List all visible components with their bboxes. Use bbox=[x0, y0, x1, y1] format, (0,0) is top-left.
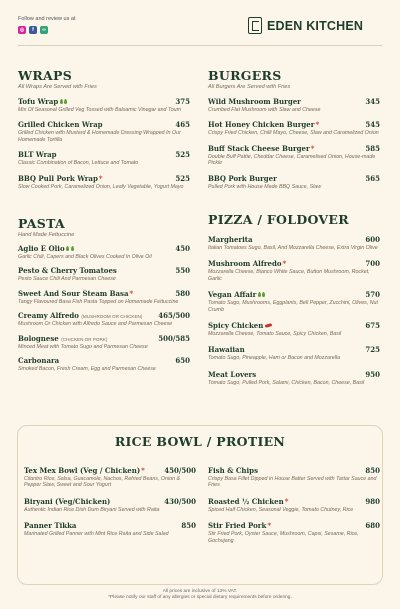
menu-item-title: Panner Tikka bbox=[24, 521, 77, 531]
menu-item-name bbox=[18, 150, 57, 159]
section-title: WRAPS bbox=[18, 68, 73, 83]
wraps-list bbox=[18, 97, 190, 190]
menu-item-title: Tofu Wrap bbox=[18, 97, 59, 106]
menu-item-description: Crumbed Flat Mushroom with Slaw and Cheese bbox=[208, 107, 321, 113]
menu-item-price: 375 bbox=[175, 97, 190, 106]
menu-item bbox=[208, 290, 380, 313]
veg-leaf-icon bbox=[66, 246, 69, 251]
section-title: PIZZA / FOLDOVER bbox=[208, 212, 349, 227]
menu-item-name bbox=[208, 290, 265, 299]
menu-item-row bbox=[18, 150, 190, 159]
menu-item-name bbox=[24, 497, 110, 506]
menu-item-description: Mix Of Seasonal Grilled Veg Tossed with Balsamic Vinegar and Toum bbox=[18, 107, 182, 113]
menu-item-row bbox=[208, 174, 380, 183]
menu-item-description: Classic Combination of Bacon, Lettuce and Tomato bbox=[18, 160, 139, 167]
menu-item bbox=[208, 321, 380, 337]
wraps-section bbox=[18, 68, 190, 190]
section-subtitle: Hand Made Fettuccine bbox=[18, 232, 75, 238]
menu-item-price: 570 bbox=[365, 290, 380, 300]
menu-item-description: Stir Fried Pork, Oyster Sauce, Mushroom, Capsi, Sesame, Rice, Gochujang bbox=[208, 531, 359, 544]
menu-item-description: Double Buff Pattie, Cheddar Cheese, Caramelised Onion, House-made Pickle bbox=[208, 153, 376, 167]
menu-item-name bbox=[208, 370, 256, 379]
menu-item-description: Tomato Sugo, Pulled Pork, Salami, Chicken, Bacon, Cheese, Basil bbox=[208, 379, 365, 386]
vat-note: All prices are inclusive of 13% VAT. bbox=[162, 589, 238, 594]
menu-item-row bbox=[18, 289, 190, 298]
header-divider bbox=[18, 45, 382, 46]
menu-item-row bbox=[208, 120, 380, 129]
menu-item bbox=[18, 289, 190, 305]
pizza-list bbox=[208, 235, 380, 386]
menu-item-description: Mozzarella Cheese, Bianco White Sauce, Button Mushroom, Rocket, Garlic bbox=[208, 269, 370, 282]
menu-item-description: Mushroom Or Chicken with Alfredo Sauce and Parmesan Cheese bbox=[18, 321, 173, 328]
menu-item-title: BLT Wrap bbox=[18, 150, 57, 160]
menu-item-price: 500/585 bbox=[158, 333, 190, 343]
menu-item-note: (MUSHROOM OR CHICKEN) bbox=[81, 314, 143, 320]
menu-item-row bbox=[18, 311, 190, 320]
menu-item-price: 465/500 bbox=[158, 311, 190, 321]
section-subtitle: All Burgers Are Served with Fries bbox=[208, 84, 291, 90]
menu-item bbox=[18, 334, 190, 350]
menu-item-description: Cilantro Rice, Salsa, Guacamole, Nachos, Refried Beans, Onion & Pepper Slaw, Sweet and Sour Yogurt bbox=[24, 476, 181, 489]
menu-item-row bbox=[18, 97, 190, 106]
menu-item-row bbox=[208, 521, 380, 530]
menu-item bbox=[208, 521, 380, 544]
menu-item-price: 650 bbox=[175, 356, 190, 366]
menu-item-price: 585 bbox=[365, 143, 380, 153]
menu-item-title: Stir Fried Pork bbox=[208, 521, 267, 531]
menu-item-name bbox=[208, 120, 319, 129]
menu-item-price: 525 bbox=[175, 173, 190, 183]
spicy-asterisk-icon: * bbox=[284, 496, 289, 506]
menu-item-title: Hot Honey Chicken Burger bbox=[208, 120, 315, 130]
spicy-asterisk-icon: * bbox=[267, 521, 272, 531]
section-title: PASTA bbox=[18, 216, 66, 231]
menu-item-row bbox=[208, 370, 380, 379]
menu-item-name bbox=[18, 266, 117, 275]
menu-item-description: Crispy Basa Fillet Dipped in House Batter Served with Tartar Sauce and Fries bbox=[208, 476, 377, 489]
tripadvisor-icon[interactable]: ∞ bbox=[40, 26, 48, 34]
menu-item-row bbox=[24, 466, 196, 475]
menu-item-title: Margherita bbox=[208, 235, 253, 244]
follow-text: Follow and review us at bbox=[18, 16, 76, 22]
menu-item-row bbox=[208, 290, 380, 299]
brand-logo bbox=[248, 17, 363, 34]
menu-item bbox=[208, 345, 380, 361]
menu-item-price: 675 bbox=[365, 321, 380, 331]
menu-item-row bbox=[18, 120, 190, 129]
menu-item-title: Sweet And Sour Steam Basa bbox=[18, 288, 129, 298]
menu-item-price: 725 bbox=[365, 345, 380, 355]
menu-item-price: 680 bbox=[365, 521, 380, 531]
menu-item bbox=[18, 244, 190, 260]
menu-item-description: Grilled Chicken with Mustard & Homemade Dressing Wrapped In Our Homemade Tortilla bbox=[18, 130, 181, 143]
burgers-section bbox=[208, 68, 380, 190]
menu-item-description: Minced Meat with Tomato Sugo and Parmesan Cheese bbox=[18, 343, 148, 350]
menu-item-price: 850 bbox=[181, 521, 196, 531]
menu-item-row bbox=[24, 521, 196, 530]
menu-item bbox=[208, 235, 380, 251]
menu-item-title: Spicy Chicken bbox=[208, 321, 264, 331]
menu-item-title: BBQ Pull Pork Wrap bbox=[18, 173, 98, 183]
burgers-list bbox=[208, 97, 380, 190]
spicy-asterisk-icon: * bbox=[129, 288, 134, 298]
logo-mark-icon bbox=[248, 17, 262, 34]
menu-item bbox=[208, 497, 380, 513]
menu-item bbox=[208, 259, 380, 282]
veg-leaf-icon bbox=[64, 99, 67, 104]
rice-right-list bbox=[208, 466, 380, 544]
menu-item-name bbox=[208, 259, 286, 268]
menu-item bbox=[24, 466, 196, 489]
menu-item-name bbox=[18, 334, 107, 343]
menu-item-row bbox=[208, 497, 380, 506]
menu-item bbox=[208, 120, 380, 136]
menu-item-title: Hawaiian bbox=[208, 345, 245, 355]
menu-item-price: 550 bbox=[175, 266, 190, 276]
menu-item-price: 980 bbox=[365, 496, 380, 506]
spicy-asterisk-icon: * bbox=[315, 120, 320, 130]
menu-item bbox=[208, 466, 380, 489]
menu-item-title: Buff Stack Cheese Burger bbox=[208, 143, 310, 153]
veg-leaf-icon bbox=[60, 99, 63, 104]
menu-item-row bbox=[208, 259, 380, 268]
menu-item-row bbox=[24, 497, 196, 506]
menu-item-title: Aglio E Olio bbox=[18, 244, 65, 253]
pizza-section bbox=[208, 212, 380, 386]
menu-item-description: Italian Tomatoes Sugo, Basil, And Mozzarella Cheese, Extra Virgin Olive bbox=[208, 245, 378, 251]
rice-left-column bbox=[24, 458, 196, 538]
menu-item-description: Pesto Sauce Chili And Parmesan Cheese bbox=[18, 276, 116, 283]
rice-section-title: RICE BOWL / PROTIEN bbox=[114, 434, 286, 449]
menu-item-title: Meat Lovers bbox=[208, 369, 257, 379]
menu-item-row bbox=[208, 97, 380, 106]
menu-item-price: 565 bbox=[365, 173, 380, 183]
menu-item-name bbox=[208, 497, 288, 506]
spicy-asterisk-icon: * bbox=[282, 259, 287, 269]
menu-item-row bbox=[18, 244, 190, 253]
menu-item-title: Fish & Chips bbox=[208, 466, 259, 475]
menu-item bbox=[208, 97, 380, 113]
menu-item-description: Slow Cooked Pork, Caramelized Onion, Leafy Vegetable, Yogurt Mayo bbox=[18, 183, 184, 190]
menu-item bbox=[208, 370, 380, 386]
menu-item-name bbox=[18, 356, 59, 365]
menu-item-title: Vegan Affair bbox=[208, 290, 257, 300]
menu-item-price: 450/500 bbox=[164, 466, 196, 475]
menu-item-title: Biryani (Veg/Chicken) bbox=[24, 496, 111, 506]
spicy-asterisk-icon: * bbox=[310, 143, 315, 153]
menu-item-name bbox=[18, 289, 133, 298]
menu-item-description: Crispy Fried Chicken, Chilli Mayo, Cheese, Slaw and Caramelized Onion bbox=[208, 130, 379, 137]
brand-name: EDEN KITCHEN bbox=[267, 18, 364, 33]
section-title: BURGERS bbox=[208, 68, 282, 83]
rice-right-column bbox=[208, 458, 380, 544]
menu-item-title: Pesto & Cherry Tomatoes bbox=[18, 266, 117, 276]
veg-leaf-icon bbox=[71, 246, 74, 251]
menu-item-price: 545 bbox=[365, 120, 380, 130]
menu-item-name bbox=[18, 311, 142, 320]
menu-item-title: Grilled Chicken Wrap bbox=[18, 120, 103, 130]
menu-item-name bbox=[24, 466, 145, 475]
menu-item bbox=[24, 521, 196, 537]
instagram-icon[interactable]: ◎ bbox=[19, 27, 25, 33]
pasta-list bbox=[18, 244, 190, 372]
menu-item-description: Tangy Flavoured Basa Fish Pasta Topped on Homemade Fettuccine bbox=[18, 298, 179, 305]
menu-item-name bbox=[24, 521, 76, 530]
menu-item-price: 950 bbox=[365, 369, 380, 379]
section-subtitle: All Wraps Are Served with Fries bbox=[18, 84, 97, 90]
menu-item-description: Mozzarella Cheese, Tomato Sauce, Spicy Chicken, Basil bbox=[208, 331, 342, 338]
menu-item-name bbox=[208, 97, 301, 106]
menu-item-row bbox=[18, 334, 190, 343]
menu-item-name bbox=[208, 321, 272, 330]
menu-item-name bbox=[208, 521, 271, 530]
menu-item-row bbox=[208, 144, 380, 153]
menu-item-title: Mushroom Alfredo bbox=[208, 259, 282, 269]
facebook-icon[interactable]: f bbox=[29, 26, 37, 34]
menu-item-description: Garlic Chili, Capers and Black Olives Cooked In Olive Oil bbox=[18, 254, 152, 260]
menu-item bbox=[18, 174, 190, 190]
menu-item-description: Tomato Sugo, Mushrooms, Eggplants, Bell Pepper, Zucchini, Olives, Nut Crumb bbox=[208, 300, 378, 313]
menu-item-description: Pulled Pork with House Made BBQ Sauce, Slaw bbox=[208, 183, 322, 190]
menu-item-row bbox=[208, 466, 380, 475]
menu-item-price: 430/500 bbox=[164, 496, 196, 506]
menu-item bbox=[24, 497, 196, 513]
menu-item bbox=[18, 356, 190, 372]
menu-item-name bbox=[208, 466, 258, 475]
menu-item-name bbox=[208, 174, 277, 183]
menu-item-name bbox=[208, 345, 245, 354]
rice-left-list bbox=[24, 466, 196, 538]
menu-item-price: 525 bbox=[175, 150, 190, 160]
menu-item-title: BBQ Pork Burger bbox=[208, 173, 277, 183]
menu-item bbox=[18, 266, 190, 282]
menu-item-name bbox=[18, 97, 67, 106]
menu-item-row bbox=[18, 266, 190, 275]
menu-item-title: Creamy Alfredo bbox=[18, 311, 79, 321]
menu-item-price: 465 bbox=[175, 120, 190, 130]
menu-item-name bbox=[18, 244, 74, 253]
menu-item-price: 450 bbox=[175, 244, 190, 253]
menu-item-row bbox=[208, 235, 380, 244]
menu-item-price: 700 bbox=[365, 259, 380, 269]
menu-item-description: Smoked Bacon, Fresh Cream, Egg and Parmesan Cheese bbox=[18, 366, 156, 373]
menu-item-name bbox=[208, 144, 314, 153]
menu-item-price: 600 bbox=[365, 235, 380, 244]
menu-item bbox=[208, 144, 380, 167]
menu-item-title: Roasted ½ Chicken bbox=[208, 496, 284, 506]
menu-item-name bbox=[18, 174, 103, 183]
menu-item-name bbox=[208, 235, 253, 244]
menu-item bbox=[18, 150, 190, 166]
allergy-note: *Please notify our staff of any allergies or special dietary requirements before ordering. bbox=[108, 595, 292, 600]
menu-item bbox=[208, 174, 380, 190]
menu-item-price: 580 bbox=[175, 288, 190, 298]
menu-item bbox=[18, 120, 190, 143]
pasta-section bbox=[18, 216, 190, 372]
chili-pepper-icon bbox=[265, 323, 273, 328]
menu-item bbox=[18, 311, 190, 327]
menu-item-title: Tex Mex Bowl (Veg / Chicken) bbox=[24, 466, 141, 475]
menu-item bbox=[18, 97, 190, 113]
menu-item-title: Carbonara bbox=[18, 356, 60, 366]
menu-item-note: (CHICKEN OR PORK) bbox=[61, 336, 108, 342]
menu-item-row bbox=[18, 356, 190, 365]
spicy-asterisk-icon: * bbox=[98, 173, 103, 183]
veg-leaf-icon bbox=[258, 292, 261, 297]
menu-item-name bbox=[18, 120, 103, 129]
menu-item-description: Tomato Sugo, Pineapple, Ham or Bacon and Mozzarella bbox=[208, 355, 341, 362]
menu-item-row bbox=[18, 174, 190, 183]
menu-item-description: Marinated Grilled Panner with Mint Rice Raita and Side Salad bbox=[24, 531, 169, 538]
veg-leaf-icon bbox=[262, 292, 265, 297]
menu-item-title: Bolognese bbox=[18, 333, 59, 343]
menu-item-row bbox=[208, 345, 380, 354]
menu-item-price: 345 bbox=[365, 97, 380, 106]
footer bbox=[0, 589, 400, 601]
spicy-asterisk-icon: * bbox=[141, 466, 145, 475]
menu-item-title: Wild Mushroom Burger bbox=[208, 97, 301, 106]
menu-item-description: Spiced Half Chicken, Seasonal Veggie, Tomato Chutney, Rice bbox=[208, 506, 354, 513]
menu-item-description: Authentic Indian Rice Dish Dum Biryani Served with Raita bbox=[24, 506, 160, 513]
menu-item-row bbox=[208, 321, 380, 330]
menu-item-price: 850 bbox=[365, 466, 380, 475]
social-links bbox=[18, 26, 48, 34]
